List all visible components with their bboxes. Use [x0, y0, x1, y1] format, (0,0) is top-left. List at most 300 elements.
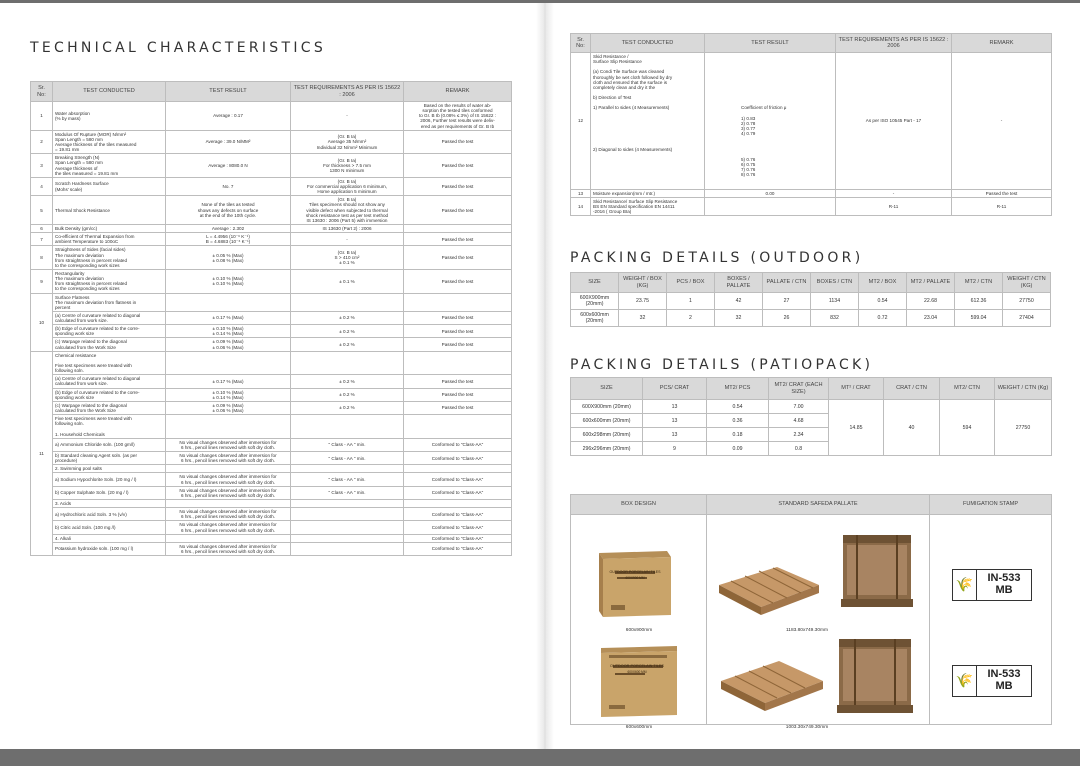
test-result: [166, 311, 291, 324]
table-row: [31, 351, 512, 375]
test-requirement: [291, 486, 404, 499]
empty-cell: [291, 351, 404, 375]
table-row: [31, 196, 512, 225]
box-design-cell: [571, 515, 707, 730]
packing-outdoor-title: PACKING DETAILS (OUTDOOR): [570, 250, 864, 266]
test-requirement: [291, 438, 404, 451]
cell-text-line: 6 hrs., pencil lines removed with soft dry cloth.: [181, 527, 275, 533]
table-cell: 1: [667, 293, 715, 310]
cell-text-line: ± 0.2 %: [339, 392, 355, 398]
cell-text-line: Five test specimens were treated with: [55, 363, 132, 369]
pallet-caption: 1003.30x749.30mm: [785, 725, 829, 730]
remark: [404, 521, 512, 534]
column-header: MT2 / PALLATE: [907, 273, 955, 293]
cell-text-line: Passed the test: [985, 190, 1018, 196]
cell-text-line: (Gr. B Ia): [337, 249, 357, 255]
cell-text-line: (b) Edge of curvature related to the corre-: [55, 326, 140, 332]
cell-text-line: ± 0.09 % (Max): [212, 402, 244, 408]
cell-text-line: [406, 424, 509, 429]
column-header: WEIGHT / BOX (KG): [619, 273, 667, 293]
test-requirement: [291, 325, 404, 338]
test-result: [166, 473, 291, 486]
wheat-icon: 🌾: [953, 570, 977, 600]
cell-text-line: [293, 546, 401, 551]
remark: [404, 508, 512, 521]
table-row: [31, 438, 512, 451]
cell-text-line: [168, 536, 288, 541]
column-header: REMARK: [952, 34, 1052, 53]
cell-text-line: ± 0.06 % (Max): [212, 408, 244, 414]
table-cell: 4.68: [769, 414, 829, 428]
packing-patiopack-table: [570, 377, 1052, 456]
cell-text-line: Five test specimens were treated with: [55, 416, 132, 422]
test-result: [166, 233, 291, 246]
fumigation-stamp: [952, 665, 1032, 697]
cell-text-line: Passed the test: [441, 392, 474, 398]
table-header-row: [571, 378, 1052, 400]
cell-text-line: 5) 0.76: [741, 156, 756, 162]
table-row: [31, 338, 512, 351]
table-cell: 7.00: [769, 400, 829, 414]
remark: [404, 438, 512, 451]
table-cell: 0.36: [707, 414, 769, 428]
cell-text-line: ± 0.10 % (Max): [212, 326, 244, 332]
cell-text-line: following soln.: [55, 368, 84, 374]
cell-text-line: 8) 0.76: [741, 172, 756, 178]
remark: [404, 401, 512, 414]
test-result: [705, 189, 836, 197]
cell-text-line: ± 0.10 % (Max): [212, 276, 244, 282]
table-cell: 32: [715, 310, 763, 327]
cell-text-line: shock resistance test as per test method: [305, 212, 389, 218]
packing-outdoor-table: [570, 272, 1051, 327]
cell-text-line: For thickness > 7.5 mm: [323, 162, 371, 168]
cell-text-line: For commercial application 6 minimum,: [307, 183, 387, 189]
table-cell: 1134: [811, 293, 859, 310]
cell-text-line: (b) Edge of curvature related to the corre-: [55, 389, 140, 395]
cell-text-line: ± 0.06 % (Max): [212, 344, 244, 350]
box-caption: 600x900mm: [625, 628, 653, 633]
cell-text-line: Conformed to "Class-AA": [431, 546, 484, 552]
cell-text-line: Tiles specimens should not show any: [309, 202, 385, 208]
cell-text-line: Passed the test: [441, 183, 474, 189]
merged-cell: 594: [940, 400, 995, 456]
test-result: [166, 246, 291, 270]
cell-text-line: b) Copper Sulphate Soln. (20 mg / l): [55, 490, 129, 496]
cell-text-line: (c) Warpage related to the diagonal: [55, 402, 127, 408]
table-row: [31, 269, 512, 293]
cell-text-line: The maximum deviation: [55, 252, 104, 258]
test-conducted: [53, 154, 166, 178]
cell-text-line: Skid Resistance/ Surface Slip Resistance: [593, 198, 678, 204]
column-header: TEST REQUIREMENTS AS PER IS 15622 : 2006: [291, 82, 404, 102]
column-header: BOX DESIGN: [571, 495, 707, 515]
test-requirement: [836, 197, 952, 215]
cell-text-line: to the corresponding work sizes: [55, 262, 120, 268]
test-requirement: [836, 189, 952, 197]
test-conducted: [53, 473, 166, 486]
test-conducted: [53, 486, 166, 499]
test-conducted: [53, 521, 166, 534]
cell-text-line: Conformed to "Class-AA": [431, 511, 484, 517]
column-header: TEST CONDUCTED: [591, 34, 705, 53]
technical-characteristics-continued-table: [570, 33, 1052, 216]
table-cell: 23.04: [907, 310, 955, 327]
cell-text-line: L = 4.4956 (10⁻⁶ K⁻¹): [206, 234, 250, 240]
merged-cell: 40: [884, 400, 940, 456]
test-result: [166, 388, 291, 401]
table-cell: 600x298mm (20mm): [571, 428, 643, 442]
table-row: [571, 293, 1051, 310]
cell-text-line: Modulus Of Rupture (MOR) N/mm²: [55, 131, 127, 137]
test-conducted: [591, 197, 705, 215]
fumigation-stamp-cell: [930, 515, 1052, 725]
pallet-illustrations: [707, 515, 930, 730]
cell-text-line: Chemical resistance: [55, 352, 97, 358]
cell-text-line: [406, 226, 509, 231]
cell-text-line: Bulk Density (gm/cc): [55, 225, 98, 231]
cell-text-line: The maximum deviation from flatness in: [55, 299, 137, 305]
column-header: MT2/ PCS: [707, 378, 769, 400]
remark: [404, 388, 512, 401]
table-row: [31, 508, 512, 521]
cell-text-line: Home application 5 minimum: [317, 189, 377, 195]
remark: [404, 465, 512, 473]
cell-text-line: Conformed to "Class-AA": [431, 442, 484, 448]
loaded-pallet-1-image: [841, 535, 913, 607]
cell-text-line: a) Hydrochloric acid Soln. 3 % (v/v): [55, 511, 127, 517]
cell-text-line: ± 0.1 %: [339, 278, 355, 284]
table-row: [571, 400, 1052, 414]
cell-text-line: (Gr. B Ia): [337, 134, 357, 140]
cell-text-line: [168, 466, 288, 471]
test-conducted: [53, 102, 166, 131]
row-number: 6: [31, 224, 53, 232]
empty-cell: [166, 293, 291, 311]
cell-text-line: Conformed to "Class-AA": [431, 490, 484, 496]
test-requirement: [291, 388, 404, 401]
table-row: [31, 102, 512, 131]
test-result: [166, 534, 291, 542]
page-gutter: [536, 3, 554, 749]
row-number: 4: [31, 177, 53, 195]
cell-text-line: ± 0.1 %: [339, 260, 355, 266]
column-header: Sr. No:: [31, 82, 53, 102]
cell-text-line: Based on the results of water ab-: [423, 103, 492, 108]
test-conducted: [53, 269, 166, 293]
remark: [404, 415, 512, 439]
cell-text-line: 1300 N minimum: [329, 168, 365, 174]
cell-text-line: 3. Acids: [55, 501, 72, 506]
box-size-text: 600X900 MM: [625, 576, 645, 580]
table-cell: 22.68: [907, 293, 955, 310]
cell-text-line: 6 hrs., pencil lines removed with soft dry cloth.: [181, 479, 275, 485]
cell-text-line: Individual 32 N/mm² Minimum: [316, 144, 378, 150]
remark: [404, 196, 512, 225]
test-result: [166, 500, 291, 508]
test-result: [166, 438, 291, 451]
cell-text-line: procedure): [55, 458, 78, 464]
box-caption: 600x600mm: [625, 725, 653, 730]
table-row: [31, 500, 512, 508]
test-result: [166, 325, 291, 338]
column-header: BOXES / CTN: [811, 273, 859, 293]
cell-text-line: sponding work size: [55, 331, 95, 337]
cell-text-line: b) Citric acid Soln. (100 mg /l): [55, 524, 116, 530]
stamp-suffix: MB: [995, 584, 1013, 596]
packing-patiopack-title: PACKING DETAILS (PATIOPACK): [570, 357, 874, 373]
row-number: 10: [31, 293, 53, 351]
remark: [404, 338, 512, 351]
test-conducted: [53, 233, 166, 246]
test-conducted: [53, 325, 166, 338]
cell-text-line: ± 0.17 % (Max): [212, 378, 244, 384]
remark: [404, 375, 512, 388]
test-conducted: [53, 351, 166, 375]
box-600x900-image: [599, 551, 671, 617]
test-requirement: [291, 102, 404, 131]
column-header: TEST CONDUCTED: [53, 82, 166, 102]
table-cell: 23.75: [619, 293, 667, 310]
cell-text-line: IS 13630 (Part 2) : 2006: [322, 225, 372, 231]
cell-text-line: (c) Warpage related to the diagonal: [55, 339, 127, 345]
row-number: 12: [571, 53, 591, 190]
remark: [404, 269, 512, 293]
bottom-frame-bar: [0, 749, 1080, 766]
cell-text-line: a) Sodium Hypochlorite Soln. (20 mg / l): [55, 477, 137, 482]
column-header: PCS/ CRAT: [643, 378, 707, 400]
row-number: 3: [31, 154, 53, 178]
cell-text-line: ± 0.17 % (Max): [212, 315, 244, 321]
cell-text-line: ambient Temperature to 100oC: [55, 239, 119, 245]
test-result: [166, 154, 291, 178]
packaging-images-table: [570, 494, 1052, 730]
table-cell: 296x296mm (20mm): [571, 442, 643, 456]
test-conducted: [53, 452, 166, 465]
cell-text-line: to Gr. B Ib (0.08% ≤ 3%) of IS 15622 :: [418, 113, 497, 119]
fumigation-stamp: [952, 569, 1032, 601]
column-header: PALLATE / CTN: [763, 273, 811, 293]
cell-text-line: 6 hrs., pencil lines removed with soft dry cloth.: [181, 514, 275, 520]
remark: [404, 311, 512, 324]
test-requirement: [291, 338, 404, 351]
test-result: [166, 542, 291, 555]
cell-text-line: No visual changes observed after immersion for: [179, 439, 277, 445]
stamp-suffix: MB: [995, 680, 1013, 692]
test-requirement: [291, 269, 404, 293]
cell-text-line: ± 0.2 %: [339, 328, 355, 334]
cell-text-line: [168, 424, 288, 429]
table-row: [31, 154, 512, 178]
table-cell: 32: [619, 310, 667, 327]
cell-text-line: ± 0.10 % (Max): [212, 389, 244, 395]
test-requirement: [291, 473, 404, 486]
cell-text-line: ± 0.10 % (Max): [212, 281, 244, 287]
remark: [952, 197, 1052, 215]
test-conducted: [53, 500, 166, 508]
table-cell: 27: [763, 293, 811, 310]
cell-text-line: Passed the test: [441, 278, 474, 284]
table-cell: 832: [811, 310, 859, 327]
test-conducted: [53, 338, 166, 351]
cell-text-line: Conformed to "Class-AA": [431, 455, 484, 461]
row-number: 11: [31, 351, 53, 555]
remark: [404, 486, 512, 499]
table-cell: 600x600mm (20mm): [571, 310, 619, 327]
cell-text-line: Average thickness of the tiles measured: [55, 141, 137, 147]
table-cell: 27750: [1003, 293, 1051, 310]
cell-text-line: The maximum deviation: [55, 276, 104, 282]
cell-text-line: [593, 183, 702, 188]
table-cell: 0.18: [707, 428, 769, 442]
cell-text-line: b) Direction of Test: [593, 95, 632, 101]
cell-text-line: (% by mass): [55, 115, 81, 121]
table-cell: 13: [643, 414, 707, 428]
remark: [404, 130, 512, 154]
test-result: [166, 415, 291, 439]
cell-text-line: [293, 466, 401, 471]
cell-text-line: Span Length = 580 mm: [55, 136, 103, 142]
table-cell: 9: [643, 442, 707, 456]
table-row: [571, 189, 1052, 197]
cell-text-line: the tiles measured = 19.81 mm: [55, 170, 119, 176]
column-header: TEST RESULT: [705, 34, 836, 53]
cell-text-line: 7) 0.76: [741, 167, 756, 173]
table-cell: 600X900mm (20mm): [571, 400, 643, 414]
cell-text-line: As per ISO 10545 Part - 17: [865, 118, 922, 124]
remark: [404, 102, 512, 131]
cell-text-line: ± 0.2 %: [339, 405, 355, 411]
test-conducted: [53, 438, 166, 451]
table-row: [31, 233, 512, 246]
cell-text-line: sponding work size: [55, 394, 95, 400]
cell-text-line: following soln.: [55, 421, 84, 427]
cell-text-line: ± 0.05 % (Max): [212, 252, 244, 258]
table-row: [31, 311, 512, 324]
test-requirement: [291, 521, 404, 534]
cell-text-line: (Gr. B Ia): [337, 178, 357, 184]
cell-text-line: Average : 2.302: [211, 225, 245, 231]
cell-text-line: 2. Swimming pool salts: [55, 466, 102, 472]
test-requirement: [291, 534, 404, 542]
test-conducted: [53, 177, 166, 195]
test-conducted: [53, 130, 166, 154]
test-requirement: [291, 465, 404, 473]
table-header-row: [571, 34, 1052, 53]
cell-text-line: 6 hrs., pencil lines removed with soft dry cloth.: [181, 458, 275, 464]
merged-cell: 27750: [995, 400, 1052, 456]
cell-text-line: -: [346, 236, 348, 242]
remark: [952, 53, 1052, 190]
cell-text-line: shows any defects on surface: [197, 207, 259, 213]
cell-text-line: B = 4.6883 (10⁻⁶ K⁻¹): [205, 239, 251, 245]
box-size-text: 600X600 MM: [627, 670, 647, 674]
cell-text-line: ± 0.2 %: [339, 342, 355, 348]
cell-text-line: 6 hrs., pencil lines removed with soft dry cloth.: [181, 548, 275, 554]
cell-text-line: completely clean and dry it the: [593, 84, 656, 90]
cell-text-line: Surface Slip Resistance: [593, 59, 642, 65]
cell-text-line: Passed the test: [441, 236, 474, 242]
cell-text-line: R-11: [888, 203, 899, 209]
test-result: [166, 521, 291, 534]
cell-text-line: Coefficient of friction μ: [741, 105, 787, 111]
table-row: [31, 465, 512, 473]
cell-text-line: " Class - AA " min.: [328, 442, 366, 448]
cell-text-line: Passed the test: [441, 162, 474, 168]
stamp-code: IN-533: [987, 572, 1021, 584]
column-header: MT2/ CRAT (EACH SIZE): [769, 378, 829, 400]
cell-text-line: Average : 0.17: [213, 113, 243, 119]
technical-characteristics-title: TECHNICAL CHARACTERISTICS: [30, 40, 327, 56]
test-result: [166, 401, 291, 414]
box-label-text: OUTDOOR PORCELAIN TILES: [609, 570, 661, 574]
row-number: 13: [571, 189, 591, 197]
test-requirement: [291, 401, 404, 414]
table-row: [31, 534, 512, 542]
cell-text-line: ered as per requirements of Gr. B Ib: [420, 123, 495, 129]
cell-text-line: thoroughly be wet cloth followed by dry: [593, 74, 673, 80]
cell-text-line: Rectangularity: [55, 270, 85, 276]
column-header: MT2 / CTN: [955, 273, 1003, 293]
test-conducted: [53, 388, 166, 401]
test-conducted: [53, 465, 166, 473]
empty-cell: [404, 351, 512, 375]
cell-text-line: Passed the test: [441, 255, 474, 261]
table-cell: 600X900mm (20mm): [571, 293, 619, 310]
table-row: [31, 130, 512, 154]
remark: [404, 325, 512, 338]
empty-cell: [166, 351, 291, 375]
cell-text-line: calculated from work size.: [55, 318, 108, 324]
test-requirement: [291, 311, 404, 324]
cell-text-line: -: [892, 190, 895, 196]
loaded-pallet-2-image: [837, 639, 913, 713]
test-conducted: [53, 196, 166, 225]
table-cell: 2: [667, 310, 715, 327]
cell-text-line: 2) 0.78: [741, 120, 756, 126]
test-requirement: [291, 508, 404, 521]
table-header-row: [571, 495, 1052, 515]
column-header: SIZE: [571, 273, 619, 293]
table-row: [31, 177, 512, 195]
test-result: [166, 465, 291, 473]
cell-text-line: No visual changes observed after immersion for: [179, 474, 277, 480]
cell-text-line: [293, 501, 401, 506]
test-requirement: [291, 130, 404, 154]
test-result: [166, 338, 291, 351]
cell-text-line: " Class - AA " min.: [328, 477, 366, 482]
column-header: CRAT / CTN: [884, 378, 940, 400]
cell-text-line: b) Standard cleaning Agent soln. (as per: [55, 453, 137, 459]
cell-text-line: Conformed to "Class-AA": [431, 535, 484, 541]
cell-text-line: Surface Flatness: [55, 294, 90, 300]
test-requirement: [291, 246, 404, 270]
cell-text-line: No visual changes observed after immersion for: [179, 509, 277, 515]
test-result: [166, 177, 291, 195]
box-label-text: OUTDOOR PORCELAIN TILES: [610, 664, 664, 668]
remark: [404, 224, 512, 232]
merged-cell: 14.85: [829, 400, 884, 456]
test-conducted: [53, 224, 166, 232]
cell-text-line: Average thickness of: [55, 165, 98, 171]
cell-text-line: ± 0.14 % (Max): [212, 331, 244, 337]
column-header: FUMIGATION STAMP: [930, 495, 1052, 515]
cell-text-line: Co-efficient of Thermal Expansion from: [55, 234, 135, 240]
empty-cell: [404, 293, 512, 311]
cell-text-line: 1) Parallel to sides (4 Measurements): [593, 105, 670, 111]
cell-text-line: Span Length = 580 mm: [55, 160, 103, 166]
test-conducted: [53, 293, 166, 311]
